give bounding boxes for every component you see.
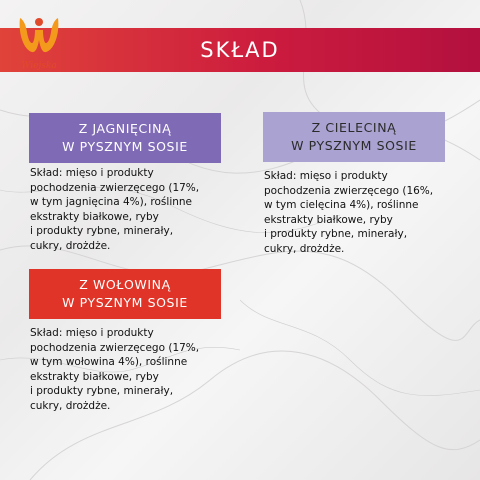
badge-title-line1: Z CIELECINĄ [311,120,397,135]
logo-dot [35,18,43,26]
product-badge-veal [263,112,445,162]
badge-title-line2: W PYSZNYM SOSIE [62,295,188,310]
brand-logo [16,12,62,74]
composition-text-lamb: Skład: mięso i produkty pochodzenia zwierzęcego (17%, w tym jagnięcina 4%), roślinne ekstrakty białkowe, ryby i produkty rybne, minerały, cukry, drożdże. [30,167,200,252]
badge-title-line2: W PYSZNYM SOSIE [62,139,188,154]
composition-text-veal: Skład: mięso i produkty pochodzenia zwierzęcego (16%, w tym cielęcina 4%), roślinne ekstrakty białkowe, ryby i produkty rybne, minerały, cukry, drożdże. [264,170,434,255]
badge-title-line2: W PYSZNYM SOSIE [291,138,417,153]
logo-wordmark: Wiejska [21,61,57,71]
badge-title-line1: Z WOŁOWINĄ [79,277,171,292]
badge-title-line1: Z JAGNIĘCINĄ [78,121,172,136]
product-badge-beef [29,269,221,319]
composition-text-beef: Skład: mięso i produkty pochodzenia zwierzęcego (17%, w tym wołowina 4%), roślinne ekstrakty białkowe, ryby i produkty rybne, minerały, cukry, drożdże. [30,327,200,412]
header-title: SKŁAD [200,38,280,62]
header-bar [0,28,480,72]
product-badge-lamb [29,113,221,163]
